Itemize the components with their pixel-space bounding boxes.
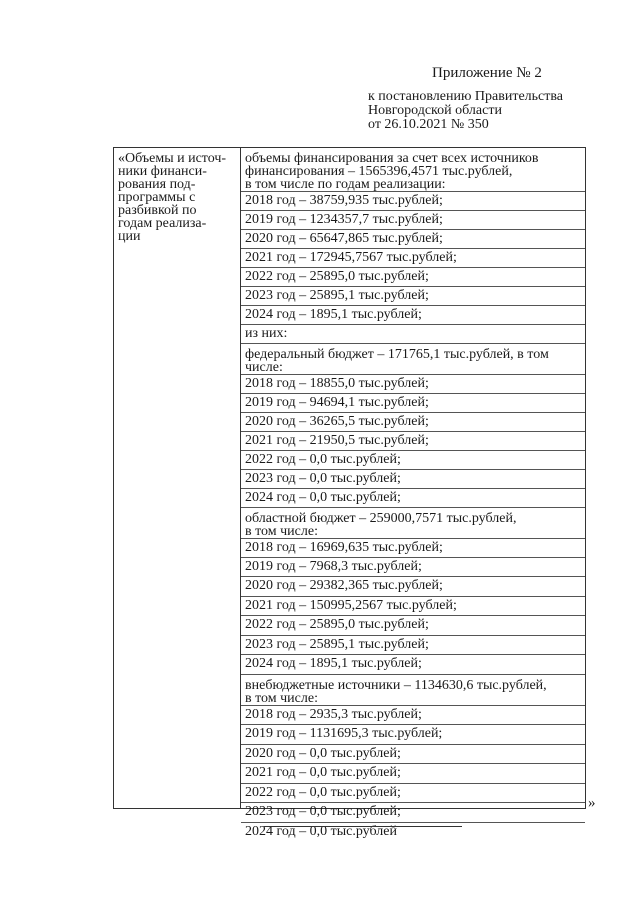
table-row: [241, 803, 585, 823]
table-row: [241, 764, 585, 784]
table-row: [241, 470, 585, 489]
row-text: 2023 год – 0,0 тыс.рублей;: [245, 471, 401, 486]
row-text: 2019 год – 1234357,7 тыс.рублей;: [245, 212, 443, 227]
table-row: [241, 230, 585, 249]
row-text: 2021 год – 21950,5 тыс.рублей;: [245, 433, 429, 448]
row-text: 2020 год – 29382,365 тыс.рублей;: [245, 578, 443, 593]
table-row: [241, 211, 585, 230]
table-row: [241, 148, 585, 192]
row-text: 2023 год – 25895,1 тыс.рублей;: [245, 636, 429, 652]
left-cell-line: ции: [118, 229, 141, 244]
left-cell-line: программы с: [118, 190, 196, 205]
row-text: объемы финансирования за счет всех источников: [245, 151, 539, 166]
appendix-header: [368, 66, 618, 132]
row-text: 2022 год – 25895,0 тыс.рублей;: [245, 617, 429, 632]
table-row: [241, 745, 585, 765]
row-text: 2018 год – 38759,935 тыс.рублей;: [245, 193, 443, 208]
table-right-cell: [241, 148, 585, 839]
funding-table: [113, 147, 586, 839]
row-text: 2020 год – 36265,5 тыс.рублей;: [245, 414, 429, 429]
table-row: [241, 539, 585, 558]
bottom-rule: [264, 826, 462, 827]
row-text: федеральный бюджет – 171765,1 тыс.рублей, в том: [245, 347, 549, 362]
appendix-line: к постановлению Правительства: [368, 89, 564, 104]
table-row: [241, 249, 585, 268]
table-row: [241, 344, 585, 375]
row-text: в том числе:: [245, 524, 318, 539]
left-cell-line: рования под-: [118, 177, 196, 192]
row-text: 2022 год – 25895,0 тыс.рублей;: [245, 269, 429, 284]
row-text: 2021 год – 0,0 тыс.рублей;: [245, 765, 401, 780]
row-text: 2020 год – 0,0 тыс.рублей;: [245, 745, 401, 761]
closing-quote: »: [588, 795, 596, 811]
row-text: 2022 год – 0,0 тыс.рублей;: [245, 784, 401, 800]
row-text: 2023 год – 0,0 тыс.рублей;: [245, 804, 401, 819]
table-row: [241, 375, 585, 394]
row-text: 2018 год – 18855,0 тыс.рублей;: [245, 376, 429, 391]
row-text: 2024 год – 0,0 тыс.рублей;: [245, 490, 401, 505]
table-row: [241, 558, 585, 577]
row-text: внебюджетные источники – 1134630,6 тыс.рублей,: [245, 677, 547, 693]
table-row: [241, 287, 585, 306]
row-text: 2024 год – 0,0 тыс.рублей: [245, 823, 397, 839]
table-row: [241, 325, 585, 344]
table-row: [241, 394, 585, 413]
row-text: 2022 год – 0,0 тыс.рублей;: [245, 452, 401, 467]
row-text: 2019 год – 1131695,3 тыс.рублей;: [245, 726, 443, 741]
table-row: [241, 306, 585, 325]
row-text: 2020 год – 65647,865 тыс.рублей;: [245, 231, 443, 246]
table-row: [241, 268, 585, 287]
row-text: числе:: [245, 360, 283, 375]
appendix-title: Приложение № 2: [432, 65, 542, 81]
table-row: [241, 784, 585, 804]
table-row: [241, 597, 585, 617]
table-row: [241, 706, 585, 726]
appendix-line: от 26.10.2021 № 350: [368, 117, 489, 132]
row-text: 2018 год – 2935,3 тыс.рублей;: [245, 706, 422, 722]
row-text: 2024 год – 1895,1 тыс.рублей;: [245, 656, 422, 671]
row-text: областной бюджет – 259000,7571 тыс.рублей,: [245, 511, 517, 526]
row-text: 2021 год – 172945,7567 тыс.рублей;: [245, 250, 457, 265]
table-row: [241, 413, 585, 432]
table-row: [241, 577, 585, 597]
table-row: [241, 725, 585, 745]
table-row: [241, 489, 585, 508]
table-left-cell: [114, 148, 241, 808]
row-text: 2024 год – 1895,1 тыс.рублей;: [245, 307, 422, 322]
row-text: в том числе по годам реализации:: [245, 177, 446, 192]
row-text: 2019 год – 7968,3 тыс.рублей;: [245, 559, 422, 574]
appendix-line: Новгородской области: [368, 103, 502, 118]
table-row: [241, 636, 585, 656]
row-text: в том числе:: [245, 690, 318, 706]
left-cell-line: разбивкой по: [118, 203, 197, 218]
table-row: [241, 655, 585, 675]
table-row: [241, 675, 585, 706]
row-text: 2019 год – 94694,1 тыс.рублей;: [245, 395, 429, 410]
row-text: 2021 год – 150995,2567 тыс.рублей;: [245, 597, 457, 613]
table-row: [241, 451, 585, 470]
row-text: 2023 год – 25895,1 тыс.рублей;: [245, 288, 429, 303]
left-cell-line: «Объемы и источ-: [118, 151, 227, 166]
table-row: [241, 508, 585, 539]
row-text: из них:: [245, 326, 288, 341]
table-row: [241, 616, 585, 636]
row-text: финансирования – 1565396,4571 тыс.рублей,: [245, 164, 513, 179]
table-row: [241, 192, 585, 211]
row-text: 2018 год – 16969,635 тыс.рублей;: [245, 540, 443, 555]
left-cell-line: годам реализа-: [118, 216, 207, 231]
table-row: [241, 432, 585, 451]
left-cell-line: ники финанси-: [118, 164, 207, 179]
